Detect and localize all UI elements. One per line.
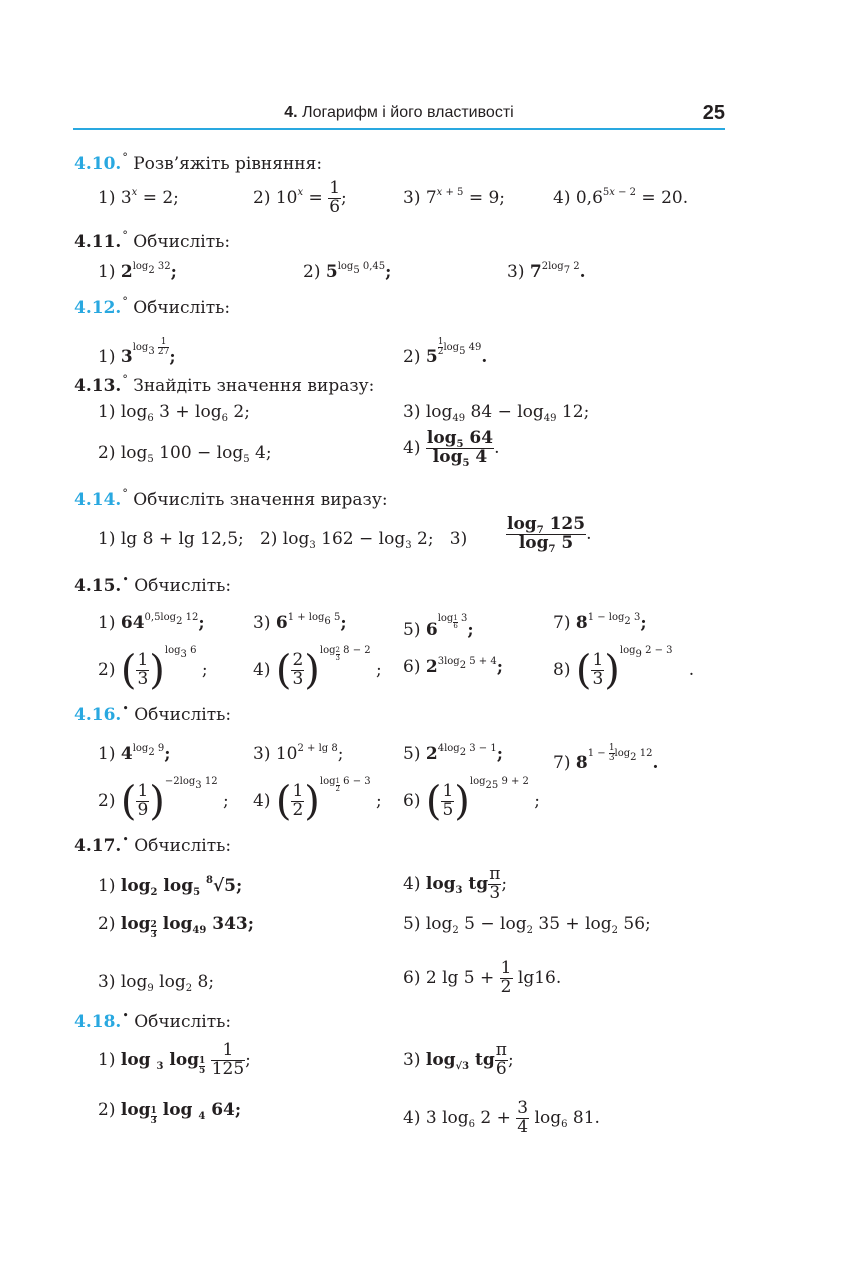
problem-4-16-heading (74, 702, 231, 725)
item-5: 5) $\log_2 5 - \log_2 35 + \log_2 56$; (403, 914, 651, 936)
problem-title: Обчисліть значення виразу: (133, 490, 388, 510)
difficulty-mark: ° (122, 487, 128, 500)
item-1: 1) $\log_6 3 + \log_6 2$; (98, 402, 250, 424)
problem-4-10-heading (74, 151, 322, 174)
problem-title: Знайдіть значення виразу: (133, 376, 375, 396)
item-4: 4) 3 $\log_6 2$ + $\frac{3}{4}$ $\log_6 81$. (403, 1098, 600, 1137)
chapter-number: 4. (284, 104, 298, 121)
problem-number: 4.14. (74, 490, 122, 510)
item-1: 1) $2^{log_2 32}$; (98, 261, 177, 282)
problem-number: 4.16. (74, 705, 122, 725)
item-2: 2) 5 $^{\frac{1}{2} log_5 49}$. (403, 337, 488, 367)
item-4: 4) ( $\frac{1}{2}$ )$^{log _{\frac{1}{2}} 6 - 3}$ ; (253, 776, 382, 825)
item-2: 2) log $_{\frac{1}{3}}$ log $_4$ 64; (98, 1100, 242, 1126)
problem-4-13-heading (74, 373, 374, 396)
item-1-2: 1) lg 8 + lg 12,5; 2) $\log_3 162 - \log_3 2$; 3) (98, 529, 468, 551)
difficulty-mark: • (122, 573, 129, 586)
item-2: 2) ( $\frac{1}{9}$ )$^{-2log_3 12}$ ; (98, 776, 229, 825)
item-3: 3) $\log_{√3}$ tg $\frac{\pi}{6}$ ; (403, 1040, 514, 1079)
page-number: 25 (702, 102, 725, 124)
item-3: 3) $\log_{49} 84 - \log_{49} 12$; (403, 402, 590, 424)
problem-4-12-heading (74, 295, 230, 318)
item-2: 2) log $_{\frac{2}{3}}$ $\log_{49} 343$; (98, 914, 255, 940)
item-2: 2) $10^x$ = $\frac{1}{6}$ ; (253, 178, 347, 217)
item-3: 3) $7^{2log_7 2}$. (507, 261, 586, 282)
problem-title: Розв’яжіть рівняння: (133, 154, 323, 174)
problem-4-18-heading (74, 1009, 231, 1032)
page-header (73, 104, 725, 130)
problem-number: 4.12. (74, 298, 122, 318)
problem-number: 4.11. (74, 232, 122, 252)
item-1: 1) $\log_2 \log_5 ^8√5$; (98, 875, 243, 898)
chapter-title (73, 104, 725, 122)
item-1: 1) $3^{log_3 \frac{1}{27}}$ ; (98, 337, 176, 367)
difficulty-mark: • (122, 833, 129, 846)
item-3: 3) $7^{x + 5} = 9$; (403, 187, 506, 208)
item-1: 1) $4^{log_2 9}$; (98, 743, 171, 764)
problem-title: Обчисліть: (134, 576, 232, 596)
item-4: 4) $\log_3$ tg $\frac{\pi}{3}$ ; (403, 864, 508, 903)
item-3: 3) $6^{1 + log_6 5}$; (253, 612, 347, 633)
item-4: 4) $\frac{\log_5 64}{\log_5 4}$ . (403, 428, 500, 469)
item-5: 5) $2^{4log_2 3 - 1}$; (403, 743, 503, 764)
item-7: 7) $8^{1 - \frac{1}{3} log_2 12}$. (553, 743, 659, 773)
item-6: 6) $2^{3log_2 5 + 4}$; (403, 656, 503, 677)
problem-4-15-heading (74, 573, 231, 596)
difficulty-mark: • (122, 702, 129, 715)
problem-number: 4.18. (74, 1012, 122, 1032)
item-1: 1) $3^x = 2$; (98, 187, 179, 208)
problem-number: 4.13. (74, 376, 122, 396)
item-4: 4) $0,6^{5x - 2} = 20$. (553, 187, 689, 208)
problem-title: Обчисліть: (133, 298, 231, 318)
difficulty-mark: ° (122, 229, 128, 242)
problem-title: Обчисліть: (134, 1012, 232, 1032)
item-2: 2) $5^{log_5 0,45}$; (303, 261, 392, 282)
item-2: 2) $\log_5 100 - \log_5 4$; (98, 443, 272, 465)
item-1: 1) log $_3$ log $_{\frac{1}{5}}$ $\frac{1}{125}$ ; (98, 1040, 251, 1079)
difficulty-mark: • (122, 1009, 129, 1022)
item-6: 6) 2 lg 5 + $\frac{1}{2}$ lg16. (403, 958, 562, 997)
problem-title: Обчисліть: (134, 705, 232, 725)
item-3: 3) $\log_9 \log_2 8$; (98, 972, 215, 994)
item-7: 7) $8^{1 - log_2 3}$; (553, 612, 647, 633)
problem-number: 4.10. (74, 154, 122, 174)
difficulty-mark: ° (122, 295, 128, 308)
problem-number: 4.15. (74, 576, 122, 596)
difficulty-mark: ° (122, 151, 128, 164)
item-3: $\frac{\log_7 125}{\log_7 5}$ . (507, 514, 592, 555)
item-4: 4) ( $\frac{2}{3}$ )$^{log _{\frac{2}{3}} 8 - 2}$ ; (253, 645, 382, 694)
chapter-name: Логарифм і його властивості (302, 104, 514, 121)
problem-title: Обчисліть: (134, 836, 232, 856)
problem-title: Обчисліть: (133, 232, 231, 252)
item-3: 3) $10^{2 + lg 8}$; (253, 743, 344, 764)
item-1: 1) $64^{0,5log_2 12}$; (98, 612, 205, 633)
item-6: 6) ( $\frac{1}{5}$ )$^{log_{25} 9 + 2}$ ; (403, 776, 541, 825)
item-5: 5) $6^{log _{\frac{1}{6}} 3}$; (403, 613, 474, 640)
item-2: 2) ( $\frac{1}{3}$ )$^{log_3 6}$ ; (98, 645, 208, 694)
problem-4-14-heading (74, 487, 388, 510)
problem-number: 4.17. (74, 836, 122, 856)
difficulty-mark: ° (122, 373, 128, 386)
problem-4-11-heading (74, 229, 230, 252)
item-8: 8) ( $\frac{1}{3}$ )$^{log_9 2 - 3}$ . (553, 645, 695, 694)
problem-4-17-heading (74, 833, 231, 856)
